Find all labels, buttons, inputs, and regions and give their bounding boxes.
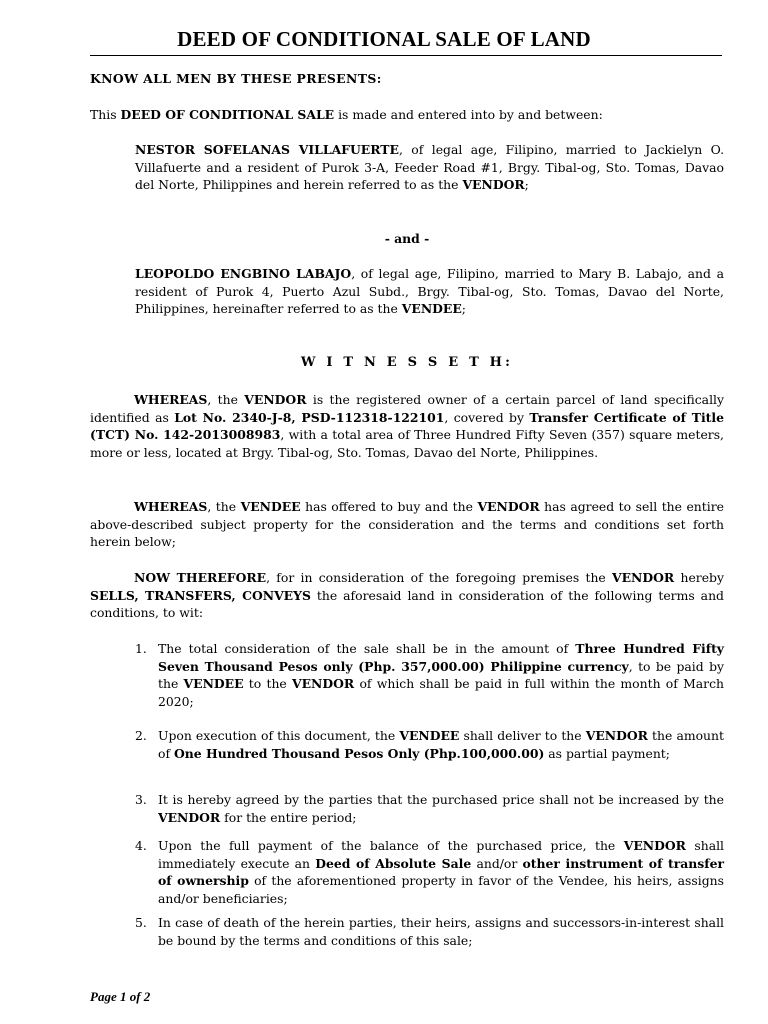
item-number: 1. — [135, 641, 147, 656]
vendee-party-paragraph: LEOPOLDO ENGBINO LABAJO, of legal age, Filipino, married to Mary B. Labajo, and a resident of Purok 4, Puerto Azul Subd., Brgy. Tibal-og, Sto. Tomas, Davao del Norte, Philippines, hereinafter referred to as the VENDEE; — [135, 266, 724, 316]
and-separator: - and - — [384, 231, 430, 246]
whereas-paragraph-1: WHEREAS, the VENDOR is the registered owner of a certain parcel of land specifically identified as Lot No. 2340-J-8, PSD-112318-122101, covered by Transfer Certificate of Title (TCT) No. 142-2013008983, with a total area of Three Hundred Fifty Seven (357) square meters, more or less, located at Brgy. Tibal-og, Sto. Tomas, Davao del Norte, Philippines. — [90, 392, 724, 460]
now-therefore-paragraph: NOW THEREFORE, for in consideration of the foregoing premises the VENDOR hereby SELLS, TRANSFERS, CONVEYS the aforesaid land in consideration of the following terms and conditions, to wit: — [90, 570, 724, 620]
document-title: DEED OF CONDITIONAL SALE OF LAND — [177, 27, 591, 51]
vendee-name: LEOPOLDO ENGBINO LABAJO — [135, 266, 352, 281]
item-number: 5. — [135, 915, 147, 930]
condition-item-4: 4. Upon the full payment of the balance of the purchased price, the VENDOR shall immediately execute an Deed of Absolute Sale and/or other instrument of transfer of ownership of the aforementioned property in favor of the Vendee, his heirs, assigns and/or beneficiaries; — [135, 838, 725, 906]
vendor-name: NESTOR SOFELANAS VILLAFUERTE — [135, 142, 399, 157]
page-number-footer: Page 1 of 2 — [90, 989, 151, 1004]
witnesseth-heading: W I T N E S S E T H: — [300, 355, 514, 370]
vendor-party-paragraph: NESTOR SOFELANAS VILLAFUERTE, of legal age, Filipino, married to Jackielyn O. Villafuerte and a resident of Purok 3-A, Feeder Road #1, Brgy. Tibal-og, Sto. Tomas, Davao del Norte, Philippines and herein referred to as the VENDOR; — [135, 142, 725, 192]
know-all-heading: KNOW ALL MEN BY THESE PRESENTS: — [90, 71, 382, 86]
intro-paragraph: This DEED OF CONDITIONAL SALE is made and entered into by and between: — [90, 107, 603, 122]
item-number: 4. — [135, 838, 147, 853]
whereas-paragraph-2: WHEREAS, the VENDEE has offered to buy and the VENDOR has agreed to sell the entire above-described subject property for the consideration and the terms and conditions set forth herein below; — [90, 499, 724, 549]
condition-item-5: 5. In case of death of the herein parties, their heirs, assigns and successors-in-interest shall be bound by the terms and conditions of this sale; — [135, 915, 724, 948]
condition-item-1: 1. The total consideration of the sale shall be in the amount of Three Hundred Fifty Seven Thousand Pesos only (Php. 357,000.00) Philippine currency, to be paid by the VENDEE to the VENDOR of which shall be paid in full within the month of March 2020; — [135, 641, 724, 709]
condition-item-2: 2. Upon execution of this document, the VENDEE shall deliver to the VENDOR the amount of One Hundred Thousand Pesos Only (Php.100,000.00) as partial payment; — [135, 728, 724, 761]
item-number: 3. — [135, 792, 147, 807]
condition-item-3: 3. It is hereby agreed by the parties that the purchased price shall not be increased by the VENDOR for the entire period; — [135, 792, 724, 825]
title-underline — [90, 55, 722, 56]
item-number: 2. — [135, 728, 147, 743]
